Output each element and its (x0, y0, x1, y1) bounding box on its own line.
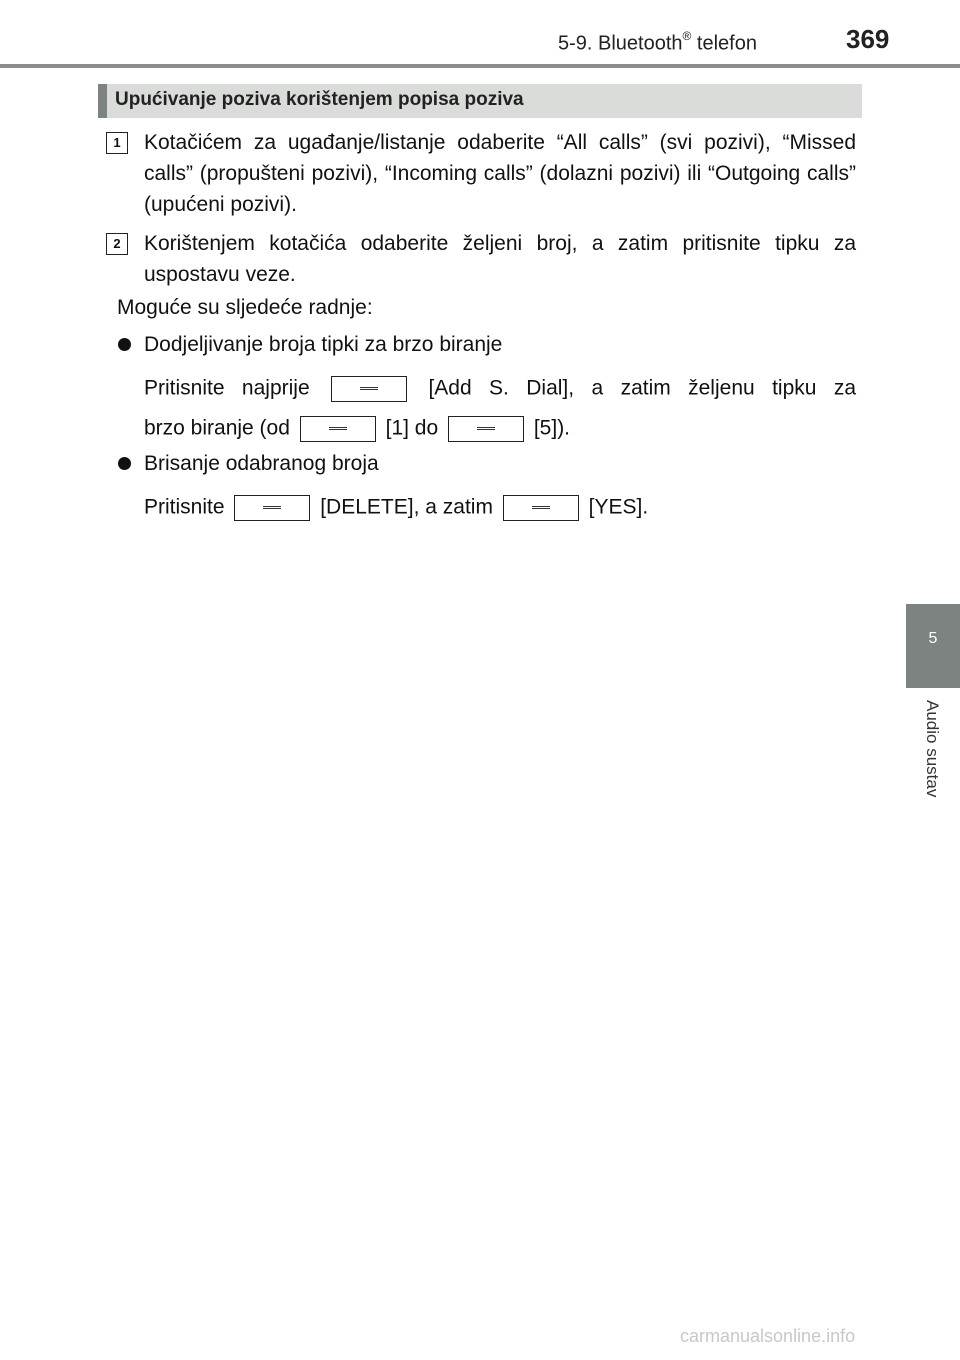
bullet-2-dot (118, 457, 131, 470)
bullet-2-text-b: [DELETE], a zatim (320, 495, 493, 519)
header-rule (0, 64, 960, 68)
step-1-text: Kotačićem za ugađanje/listanje odaberite “All calls” (svi pozivi), “Missed calls” (propušteni pozivi), “Incoming calls” (dolazni pozivi) ili “Outgoing calls” (upućeni pozivi). (144, 131, 856, 216)
yes-button-icon (503, 495, 579, 521)
add-speed-dial-button-icon (331, 376, 407, 402)
section-prefix: 5-9. Bluetooth (558, 32, 683, 55)
header-section-title (558, 31, 757, 56)
step-1-badge: 1 (106, 132, 128, 154)
bullet-1-line-1 (144, 376, 856, 402)
delete-button-icon (234, 495, 310, 521)
chapter-tab (906, 604, 960, 688)
bullet-1-text-c: brzo biranje (od (144, 416, 290, 440)
watermark: carmanualsonline.info (680, 1326, 856, 1346)
bullet-1-title: Dodjeljivanje broja tipki za brzo biranje (144, 333, 503, 356)
bullet-2-text-c: [YES]. (588, 495, 649, 519)
key-5-button-icon (448, 416, 524, 442)
chapter-number: 5 (928, 630, 938, 647)
actions-intro: Moguće su sljedeće radnje: (117, 296, 373, 319)
step-2-text: Korištenjem kotačića odaberite željeni broj, a zatim pritisnite tipku za uspostavu veze. (144, 232, 856, 286)
section-heading (98, 84, 862, 118)
section-heading-accent (98, 84, 107, 118)
bullet-1-text-b: [Add S. Dial], a zatim željenu tipku za (428, 376, 856, 400)
bullet-1-text-a: Pritisnite najprije (144, 376, 310, 400)
bullet-1-text-e: [5]). (533, 416, 571, 440)
step-2-badge: 2 (106, 233, 128, 255)
chapter-label: Audio sustav (923, 700, 942, 798)
bullet-1-dot (118, 338, 131, 351)
bullet-1-text-d: [1] do (385, 416, 439, 440)
bullet-2-text-a: Pritisnite (144, 495, 225, 519)
registered-mark: ® (682, 29, 692, 43)
section-suffix: telefon (691, 32, 757, 55)
bullet-1-line-2 (144, 416, 570, 442)
page-number: 369 (846, 24, 890, 54)
bullet-2-title: Brisanje odabranog broja (144, 452, 379, 475)
section-title: Upućivanje poziva korištenjem popisa poziva (115, 89, 524, 110)
key-1-button-icon (300, 416, 376, 442)
bullet-2-line-1 (144, 495, 648, 521)
